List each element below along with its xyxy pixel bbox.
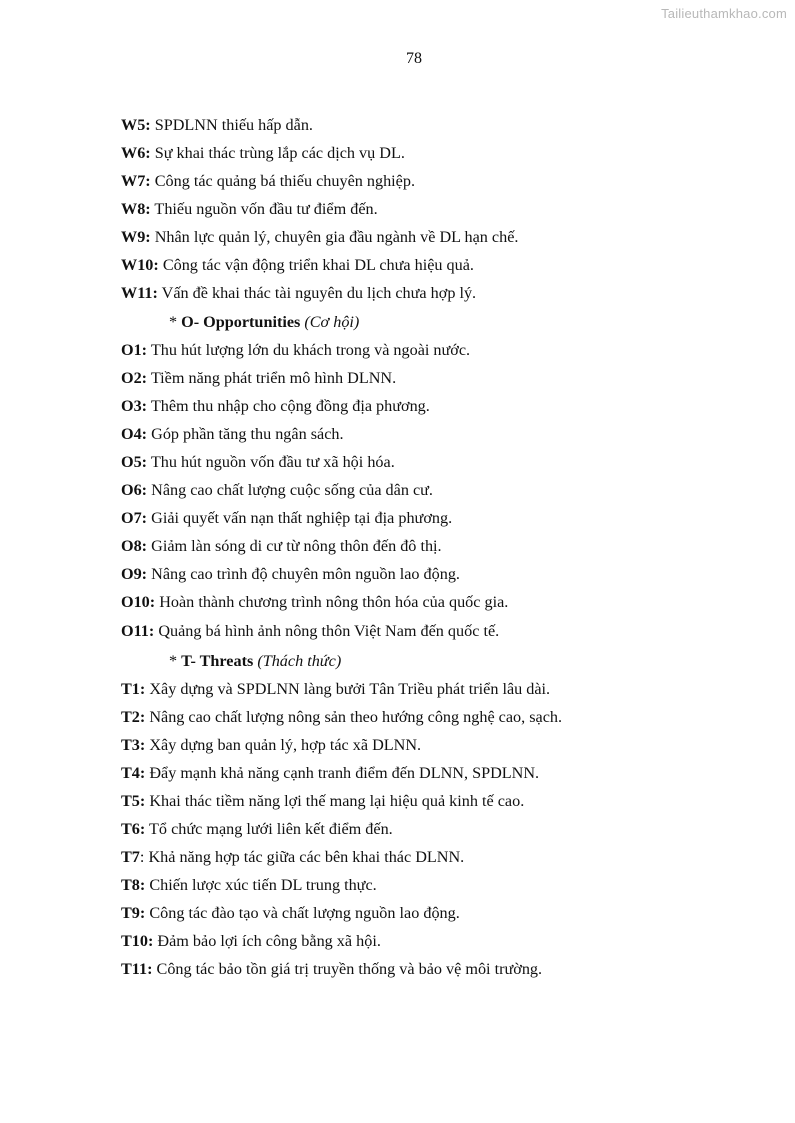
heading-subtitle: (Thách thức) xyxy=(253,652,342,670)
item-text: Quảng bá hình ảnh nông thôn Việt Nam đến quốc tế. xyxy=(154,622,500,640)
item-text: Giải quyết vấn nạn thất nghiệp tại địa phương. xyxy=(147,509,453,527)
opportunities-heading xyxy=(169,312,359,332)
item-text: Công tác bảo tồn giá trị truyền thống và bảo vệ môi trường. xyxy=(152,960,543,978)
list-item xyxy=(121,508,452,528)
item-code: O6: xyxy=(121,481,148,499)
item-text: Nâng cao chất lượng cuộc sống của dân cư. xyxy=(147,481,433,499)
list-item xyxy=(121,536,442,556)
item-text: Nâng cao chất lượng nông sản theo hướng công nghệ cao, sạch. xyxy=(145,708,563,726)
list-item xyxy=(121,199,378,219)
list-item xyxy=(121,819,393,839)
item-text: Công tác quảng bá thiếu chuyên nghiệp. xyxy=(150,172,415,190)
item-code: O8: xyxy=(121,537,148,555)
list-item xyxy=(121,707,562,727)
item-text: Thêm thu nhập cho cộng đồng địa phương. xyxy=(147,397,430,415)
list-item xyxy=(121,480,433,500)
item-code: O2: xyxy=(121,369,148,387)
item-code: W11: xyxy=(121,284,158,302)
list-item xyxy=(121,283,476,303)
item-code: O11: xyxy=(121,622,155,640)
item-text: Giảm làn sóng di cư từ nông thôn đến đô thị. xyxy=(147,537,442,555)
item-code: W8: xyxy=(121,200,151,218)
item-code: O9: xyxy=(121,565,148,583)
item-code: O3: xyxy=(121,397,148,415)
item-code: T7 xyxy=(121,848,140,866)
item-text: : Khả năng hợp tác giữa các bên khai thác DLNN. xyxy=(139,848,465,866)
list-item xyxy=(121,396,430,416)
list-item xyxy=(121,564,460,584)
list-item xyxy=(121,679,550,699)
item-code: O10: xyxy=(121,593,156,611)
item-text: Công tác vận động triển khai DL chưa hiệu quả. xyxy=(158,256,474,274)
item-code: T2: xyxy=(121,708,146,726)
item-code: T1: xyxy=(121,680,146,698)
list-item xyxy=(121,903,460,923)
item-code: O4: xyxy=(121,425,148,443)
item-text: Tổ chức mạng lưới liên kết điểm đến. xyxy=(145,820,393,838)
item-text: Tiềm năng phát triển mô hình DLNN. xyxy=(147,369,397,387)
list-item xyxy=(121,171,415,191)
list-item xyxy=(121,931,381,951)
item-code: W5: xyxy=(121,116,151,134)
heading-title: O- Opportunities xyxy=(181,313,301,331)
list-item xyxy=(121,791,524,811)
watermark: Tailieuthamkhao.com xyxy=(661,6,787,21)
item-text: Thiếu nguồn vốn đầu tư điểm đến. xyxy=(150,200,378,218)
item-text: Đẩy mạnh khả năng cạnh tranh điểm đến DLNN, SPDLNN. xyxy=(145,764,540,782)
list-item xyxy=(121,847,464,867)
list-item xyxy=(121,227,518,247)
list-item xyxy=(121,875,377,895)
item-code: O1: xyxy=(121,341,148,359)
item-text: Đảm bảo lợi ích công bằng xã hội. xyxy=(153,932,381,950)
item-text: Nhân lực quản lý, chuyên gia đầu ngành về DL hạn chế. xyxy=(150,228,519,246)
list-item xyxy=(121,621,499,641)
list-item xyxy=(121,424,344,444)
list-item xyxy=(121,735,421,755)
list-item xyxy=(121,255,474,275)
heading-prefix: * xyxy=(169,652,182,670)
item-text: Khai thác tiềm năng lợi thế mang lại hiệu quả kinh tế cao. xyxy=(145,792,525,810)
list-item xyxy=(121,143,405,163)
item-text: Thu hút nguồn vốn đầu tư xã hội hóa. xyxy=(147,453,395,471)
list-item xyxy=(121,959,542,979)
threats-heading xyxy=(169,651,341,671)
list-item xyxy=(121,115,313,135)
item-code: T8: xyxy=(121,876,146,894)
item-text: Nâng cao trình độ chuyên môn nguồn lao động. xyxy=(147,565,460,583)
item-code: T5: xyxy=(121,792,146,810)
list-item xyxy=(121,592,508,612)
item-text: Góp phần tăng thu ngân sách. xyxy=(147,425,344,443)
list-item xyxy=(121,368,396,388)
item-code: W6: xyxy=(121,144,151,162)
item-code: W9: xyxy=(121,228,151,246)
item-code: T6: xyxy=(121,820,146,838)
heading-prefix: * xyxy=(169,313,182,331)
item-text: Công tác đào tạo và chất lượng nguồn lao động. xyxy=(145,904,460,922)
item-code: O5: xyxy=(121,453,148,471)
item-text: Sự khai thác trùng lắp các dịch vụ DL. xyxy=(150,144,405,162)
item-code: O7: xyxy=(121,509,148,527)
heading-title: T- Threats xyxy=(181,652,254,670)
item-text: Thu hút lượng lớn du khách trong và ngoài nước. xyxy=(147,341,471,359)
item-code: T11: xyxy=(121,960,153,978)
item-code: T10: xyxy=(121,932,154,950)
item-text: SPDLNN thiếu hấp dẫn. xyxy=(150,116,313,134)
item-text: Chiến lược xúc tiến DL trung thực. xyxy=(145,876,377,894)
list-item xyxy=(121,763,539,783)
list-item xyxy=(121,340,470,360)
item-text: Vấn đề khai thác tài nguyên du lịch chưa hợp lý. xyxy=(157,284,477,302)
item-text: Xây dựng và SPDLNN làng bưởi Tân Triều phát triển lâu dài. xyxy=(145,680,551,698)
item-code: W7: xyxy=(121,172,151,190)
item-code: T4: xyxy=(121,764,146,782)
item-code: T3: xyxy=(121,736,146,754)
item-text: Xây dựng ban quản lý, hợp tác xã DLNN. xyxy=(145,736,422,754)
item-text: Hoàn thành chương trình nông thôn hóa của quốc gia. xyxy=(155,593,509,611)
heading-subtitle: (Cơ hội) xyxy=(300,313,360,331)
list-item xyxy=(121,452,395,472)
page-number: 78 xyxy=(406,50,422,67)
item-code: W10: xyxy=(121,256,159,274)
item-code: T9: xyxy=(121,904,146,922)
